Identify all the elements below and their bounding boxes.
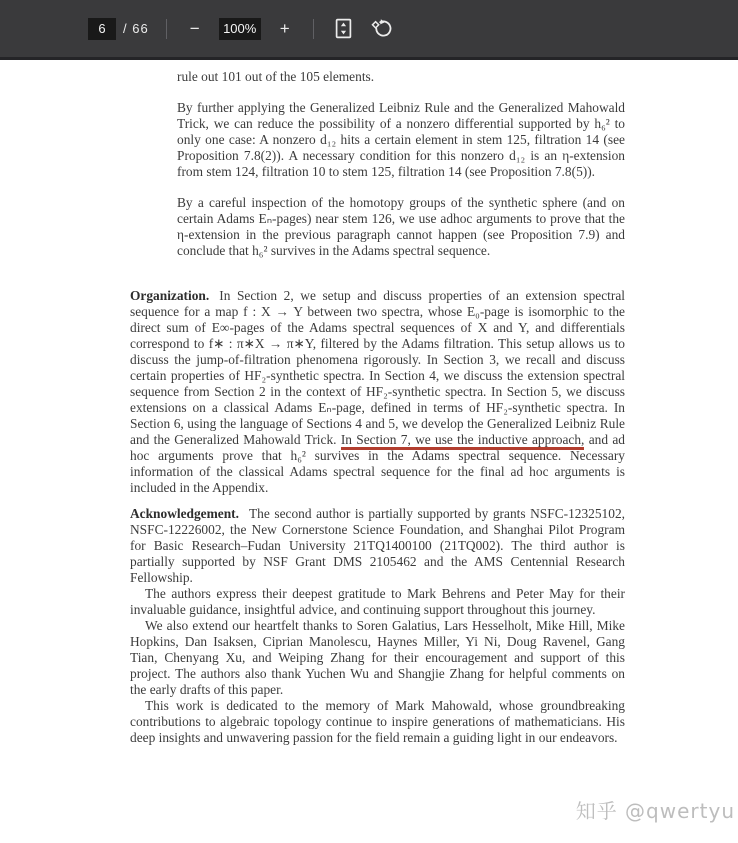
- paragraph: [177, 100, 625, 180]
- pdf-toolbar: [0, 0, 738, 60]
- page-content: [0, 60, 738, 746]
- fit-to-page-icon: [335, 18, 352, 39]
- rotate-icon: [371, 18, 393, 40]
- toolbar-divider: [166, 19, 167, 39]
- pdf-page: [0, 60, 738, 746]
- text-run: The second author is partially supported by grants NSFC-12325102, NSFC-12226002, the New Cornerstone Science Foundation, and Shanghai Pilot Program for Basic Research–Fudan University 21TQ1400100 (21TQ002). The third author is partially supported by NSF Grant DMS 2105462 and the AMS Centennial Research Fellowship.: [130, 506, 625, 585]
- page-count-label: / 66: [123, 21, 149, 36]
- text-run: and ad hoc arguments prove that h₆² survives in the Adams spectral sequence. Necessary information of the classical Adams spectral sequence for the final ad hoc arguments is included in the Appendix.: [130, 432, 625, 495]
- indented-text-block: [177, 69, 625, 259]
- paragraph: [177, 195, 625, 259]
- text-run: This work is dedicated to the memory of Mark Mahowald, whose groundbreaking contributions to algebraic topology continue to inspire generations of mathematicians. His deep insights and unwavering passion for the field remain a guiding light in our endeavors.: [130, 698, 625, 745]
- paragraph: [130, 288, 625, 496]
- text-run: By a careful inspection of the homotopy groups of the synthetic sphere (and on certain Adams Eₙ-pages) near stem 126, we use adhoc arguments to prove that the η-extension in the previous paragraph cannot happen (see Proposition 7.9) and conclude that h₆² survives in the Adams spectral sequence.: [177, 195, 625, 258]
- rotate-button[interactable]: [369, 16, 395, 42]
- text-run: We also extend our heartfelt thanks to Soren Galatius, Lars Hesselholt, Mike Hill, Mike Hopkins, Dan Isaksen, Ciprian Manolescu, Haynes Miller, Yi Ni, Doug Ravenel, Gang Tian, Chenyang Xu, and Weiping Zhang for their encouragement and support of this project. The authors also thank Yuchen Wu and Shangjie Zhang for helpful comments on the early drafts of this paper.: [130, 618, 625, 697]
- paragraph-heading: Acknowledgement.: [130, 506, 239, 521]
- paragraph: [130, 586, 625, 618]
- page-number-input[interactable]: [88, 18, 116, 40]
- text-run: In Section 2, we setup and discuss properties of an extension spectral sequence for a map f : X → Y between two spectra, whose E₀-page is isomorphic to the direct sum of E∞-pages of the Adams spectral sequences of X and Y, and differentials correspond to f∗ : π∗X → π∗Y, filtered by the Adams filtration. This setup allows us to discuss the jump-of-filtration phenomena rigorously. In Section 3, we recall and discuss certain properties of HF₂-synthetic spectra. In Section 4, we discuss the extension spectral sequence from Section 2 in the context of HF₂-synthetic spectra. In Section 5, we discuss extensions on a classical Adams Eₙ-page, defined in terms of HF₂-synthetic spectra. In Section 6, using the language of Sections 4 and 5, we develop the Generalized Leibniz Rule and the Generalized Mahowald Trick.: [130, 288, 625, 447]
- zoom-in-button[interactable]: +: [274, 17, 296, 41]
- fit-to-page-button[interactable]: [331, 16, 357, 42]
- toolbar-divider: [313, 19, 314, 39]
- zoom-out-button[interactable]: −: [184, 17, 206, 41]
- text-run: The authors express their deepest gratitude to Mark Behrens and Peter May for their invaluable guidance, insightful advice, and continuing support throughout this journey.: [130, 586, 625, 617]
- zoom-level-value: 100%: [219, 18, 261, 40]
- paragraph: [130, 618, 625, 698]
- text-run: By further applying the Generalized Leibniz Rule and the Generalized Mahowald Trick, we can reduce the possibility of a nonzero differential supported by h₆² to only one case: A nonzero d₁₂ hits a certain element in stem 125, filtration 14 (see Proposition 7.8(2)). A necessary condition for this nonzero d₁₂ is an η-extension from stem 124, filtration 10 to stem 125, filtration 14 (see Proposition 7.8(5)).: [177, 100, 625, 179]
- watermark: 知乎 @qwertyu: [575, 799, 735, 823]
- main-text-block: [130, 288, 625, 746]
- red-underlined-phrase: In Section 7, we use the inductive approach,: [341, 432, 585, 450]
- paragraph: [130, 506, 625, 586]
- paragraph: [177, 69, 625, 85]
- paragraph-heading: Organization.: [130, 288, 210, 303]
- text-run: rule out 101 out of the 105 elements.: [177, 69, 375, 84]
- paragraph: [130, 698, 625, 746]
